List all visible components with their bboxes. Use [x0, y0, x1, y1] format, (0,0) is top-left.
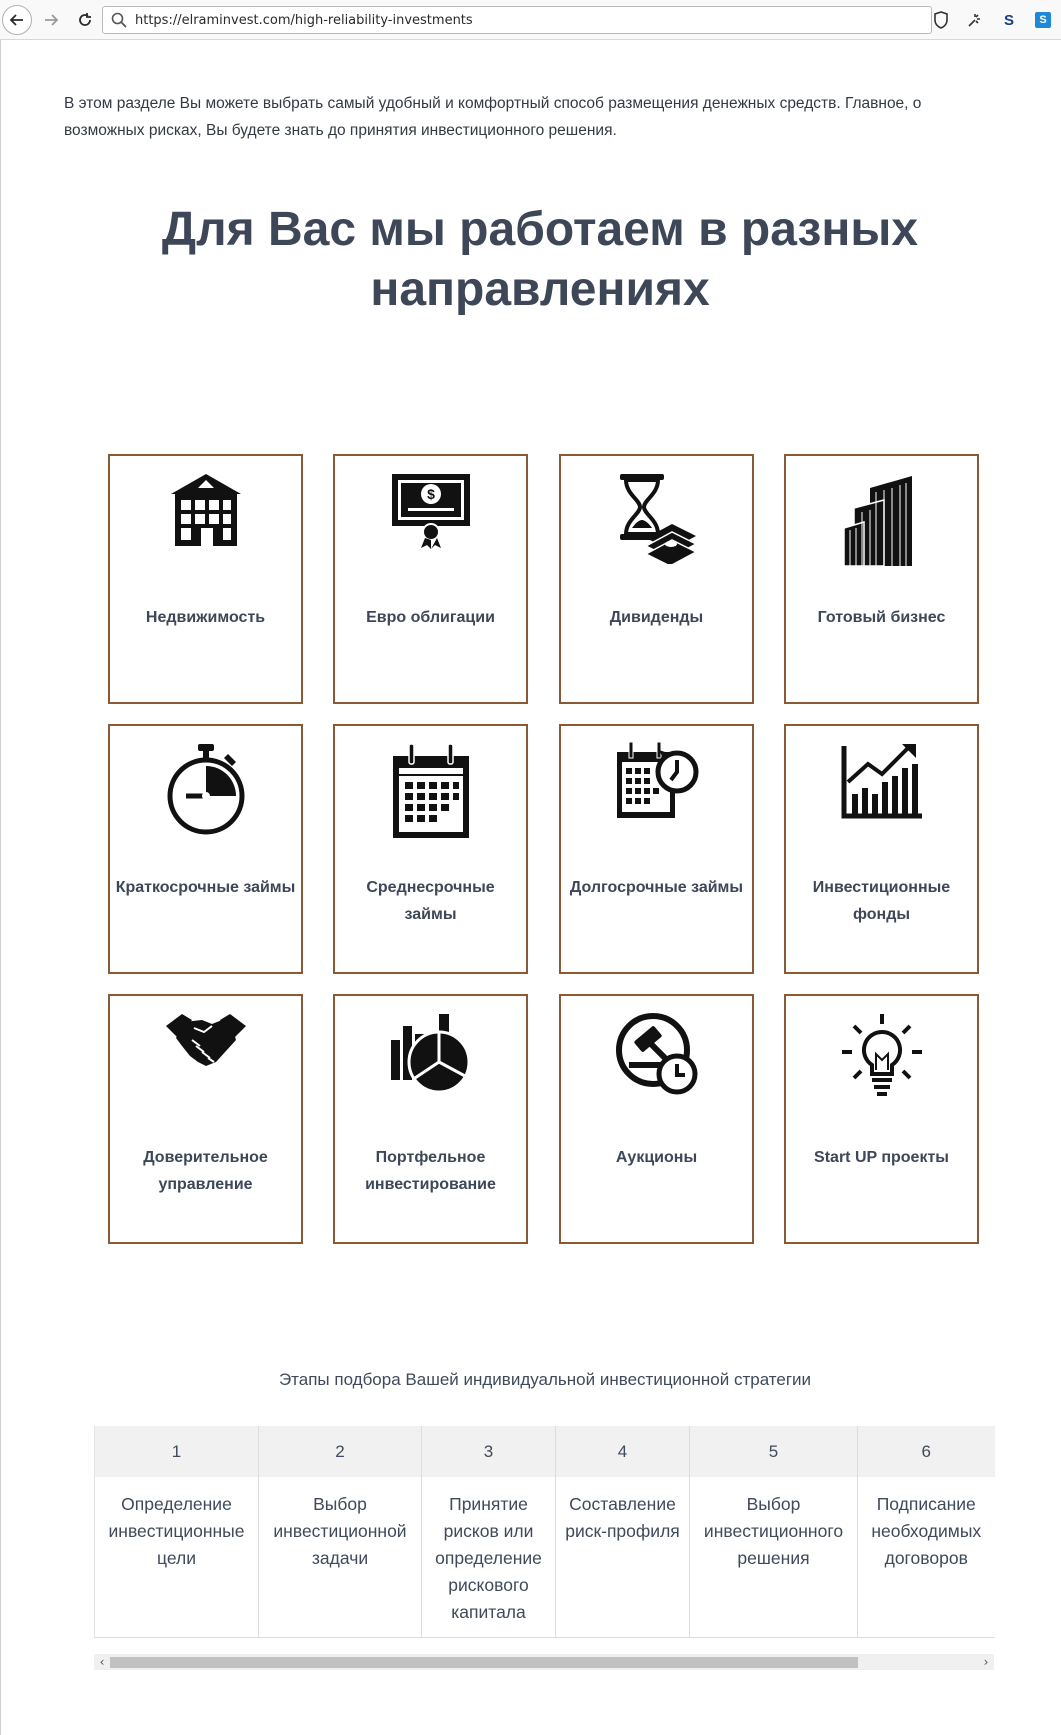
card-short-term-loans[interactable] — [108, 724, 303, 974]
auction-gavel-icon — [615, 1012, 699, 1096]
handshake-icon — [164, 1012, 248, 1068]
stage-number: 2 — [259, 1426, 422, 1477]
card-label: Аукционы — [615, 1149, 698, 1166]
svg-text:$: $ — [426, 486, 435, 502]
card-label: Краткосрочные займы — [115, 879, 296, 896]
stage-step: Определение инвестиционные цели — [95, 1477, 259, 1637]
card-label: Инвестиционные фонды — [812, 879, 951, 923]
scrollbar-thumb[interactable] — [110, 1657, 858, 1668]
search-icon — [111, 12, 127, 28]
browser-toolbar — [0, 0, 1061, 40]
stage-number: 3 — [422, 1426, 556, 1477]
card-label: Недвижимость — [145, 609, 266, 626]
card-mid-term-loans[interactable] — [333, 724, 528, 974]
skyscrapers-icon — [840, 472, 924, 572]
growth-chart-icon — [840, 742, 924, 820]
certificate-icon — [390, 472, 472, 550]
reload-icon — [77, 12, 93, 28]
card-trust-management[interactable] — [108, 994, 303, 1244]
hourglass-money-icon — [616, 472, 698, 564]
forward-arrow-icon — [43, 12, 59, 28]
page-edge — [0, 40, 1, 1735]
page-title: Для Вас мы работаем в разных направлениях — [161, 203, 919, 316]
stage-number: 1 — [95, 1426, 259, 1477]
reload-button[interactable] — [70, 5, 100, 35]
building-icon — [165, 472, 247, 548]
calendar-clock-icon — [615, 742, 699, 822]
stage-number: 4 — [556, 1426, 690, 1477]
stage-step: Составление риск-профиля — [556, 1477, 690, 1637]
horizontal-scrollbar[interactable] — [94, 1654, 994, 1670]
card-long-term-loans[interactable] — [559, 724, 754, 974]
s-extension-icon[interactable]: S — [1003, 11, 1014, 29]
scroll-right-arrow-icon[interactable]: › — [983, 1655, 989, 1669]
card-label: Портфельное инвестирование — [365, 1149, 496, 1193]
stage-step: Выбор инвестиционной задачи — [259, 1477, 422, 1637]
card-ready-business[interactable] — [784, 454, 979, 704]
card-label: Долгосрочные займы — [569, 879, 744, 896]
extension-icon[interactable] — [965, 10, 985, 30]
stage-number: 6 — [858, 1426, 995, 1477]
stage-step: Выбор инвестиционного решения — [690, 1477, 858, 1637]
card-investment-funds[interactable] — [784, 724, 979, 974]
stage-step: Принятие рисков или определение рискового капитала — [422, 1477, 556, 1637]
card-label: Евро облигации — [366, 609, 495, 626]
url-text: https://elraminvest.com/high-reliability-investments — [135, 12, 473, 28]
stages-table — [94, 1426, 995, 1638]
card-auctions[interactable] — [559, 994, 754, 1244]
back-button[interactable] — [2, 5, 32, 35]
stopwatch-icon — [164, 742, 248, 836]
scroll-left-arrow-icon[interactable]: ‹ — [99, 1655, 105, 1669]
card-eurobonds[interactable] — [333, 454, 528, 704]
intro-text: В этом разделе Вы можете выбрать самый удобный и комфортный способ размещения денежных средств. Главное, о возможных рисках, Вы будете знать до принятия инвестиционного решения. — [64, 95, 922, 139]
table-header-row — [95, 1426, 995, 1477]
back-arrow-icon — [9, 12, 25, 28]
shield-icon[interactable] — [931, 10, 951, 30]
card-portfolio-investing[interactable] — [333, 994, 528, 1244]
card-label: Дивиденды — [609, 609, 704, 626]
address-bar[interactable] — [102, 6, 932, 34]
table-row — [95, 1477, 995, 1637]
stage-number: 5 — [690, 1426, 858, 1477]
card-label: Готовый бизнес — [817, 609, 946, 626]
stages-title: Этапы подбора Вашей индивидуальной инвестиционной стратегии — [278, 1370, 812, 1389]
stage-step: Подписание необходимых договоров — [858, 1477, 995, 1637]
card-real-estate[interactable] — [108, 454, 303, 704]
card-startup-projects[interactable] — [784, 994, 979, 1244]
skype-extension-icon[interactable]: S — [1033, 10, 1053, 30]
card-label: Start UP проекты — [814, 1149, 949, 1166]
portfolio-chart-icon — [389, 1012, 473, 1094]
calendar-icon — [389, 742, 473, 840]
card-label: Доверительное управление — [143, 1149, 268, 1193]
card-dividends[interactable] — [559, 454, 754, 704]
card-label: Среднесрочные займы — [366, 879, 495, 923]
lightbulb-icon — [840, 1012, 924, 1098]
forward-button[interactable] — [36, 5, 66, 35]
